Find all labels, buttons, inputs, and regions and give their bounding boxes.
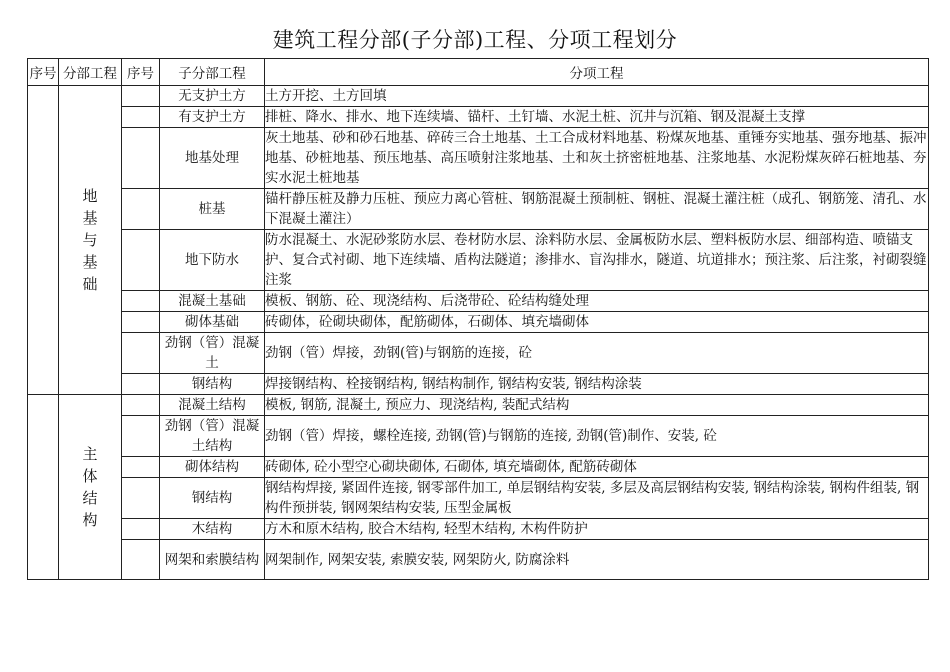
table-row <box>28 312 929 333</box>
items-cell: 土方开挖、土方回填 <box>265 86 929 107</box>
table-row <box>28 519 929 540</box>
seq-cell <box>122 374 160 395</box>
subdivision-cell: 网架和索膜结构 <box>160 540 265 580</box>
table-row <box>28 128 929 189</box>
items-cell: 砖砌体，砼砌块砌体，配筋砌体，石砌体、填充墙砌体 <box>265 312 929 333</box>
seq-cell <box>122 291 160 312</box>
header-items: 分项工程 <box>265 59 929 86</box>
items-cell: 方木和原木结构, 胶合木结构, 轻型木结构, 木构件防护 <box>265 519 929 540</box>
items-cell: 劲钢（管）焊接，螺栓连接, 劲钢(管)与钢筋的连接, 劲钢(管)制作、安装, 砼 <box>265 416 929 457</box>
seq-cell <box>122 478 160 519</box>
table-row <box>28 230 929 291</box>
seq-cell <box>122 416 160 457</box>
seq-cell <box>122 189 160 230</box>
table-row <box>28 86 929 107</box>
seq-cell <box>122 333 160 374</box>
table-row <box>28 540 929 580</box>
header-seq-1: 序号 <box>28 59 59 86</box>
items-cell: 劲钢（管）焊接，劲钢(管)与钢筋的连接，砼 <box>265 333 929 374</box>
items-cell: 防水混凝土、水泥砂浆防水层、卷材防水层、涂料防水层、金属板防水层、塑料板防水层、细部构造、喷锚支护、复合式衬砌、地下连续墙、盾构法隧道；渗排水、盲沟排水，隧道、坑道排水；预注浆、后注浆，衬砌裂缝注浆 <box>265 230 929 291</box>
items-cell: 焊接钢结构、栓接钢结构, 钢结构制作, 钢结构安装, 钢结构涂装 <box>265 374 929 395</box>
items-cell: 钢结构焊接, 紧固件连接, 钢零部件加工, 单层钢结构安装, 多层及高层钢结构安装, 钢结构涂装, 钢构件组装, 钢构件预拼装, 钢网架结构安装, 压型金属板 <box>265 478 929 519</box>
seq-cell <box>122 107 160 128</box>
table-header-row <box>28 59 929 86</box>
subdivision-cell: 砌体基础 <box>160 312 265 333</box>
table-row <box>28 291 929 312</box>
items-cell: 灰土地基、砂和砂石地基、碎砖三合土地基、土工合成材料地基、粉煤灰地基、重锤夯实地基、强夯地基、振冲地基、砂桩地基、预压地基、高压喷射注浆地基、土和灰土挤密桩地基、注浆地基、水泥粉煤灰碎石桩地基、夯实水泥土桩地基 <box>265 128 929 189</box>
subdivision-cell: 劲钢（管）混凝土结构 <box>160 416 265 457</box>
subdivision-cell: 钢结构 <box>160 374 265 395</box>
subdivision-cell: 地下防水 <box>160 230 265 291</box>
table-row <box>28 374 929 395</box>
seq-cell <box>122 457 160 478</box>
division-label: 地 基 与 基 础 <box>82 187 98 293</box>
header-seq-2: 序号 <box>122 59 160 86</box>
table-row <box>28 478 929 519</box>
division-table <box>27 58 929 580</box>
table-row <box>28 395 929 416</box>
seq-cell <box>122 86 160 107</box>
seq-cell <box>122 519 160 540</box>
seq-cell <box>122 128 160 189</box>
subdivision-cell: 混凝土结构 <box>160 395 265 416</box>
table-row <box>28 457 929 478</box>
table-row <box>28 416 929 457</box>
subdivision-cell: 无支护土方 <box>160 86 265 107</box>
subdivision-cell: 有支护土方 <box>160 107 265 128</box>
header-division: 分部工程 <box>59 59 122 86</box>
header-subdivision: 子分部工程 <box>160 59 265 86</box>
subdivision-cell: 地基处理 <box>160 128 265 189</box>
subdivision-cell: 木结构 <box>160 519 265 540</box>
seq-cell <box>122 312 160 333</box>
table-row <box>28 333 929 374</box>
seq-cell <box>122 540 160 580</box>
seq-cell <box>28 86 59 395</box>
division-label: 主 体 结 构 <box>82 445 98 529</box>
division-cell-foundation <box>59 86 122 395</box>
items-cell: 模板、钢筋、砼、现浇结构、后浇带砼、砼结构缝处理 <box>265 291 929 312</box>
seq-cell <box>122 395 160 416</box>
items-cell: 锚杆静压桩及静力压桩、预应力离心管桩、钢筋混凝土预制桩、钢桩、混凝土灌注桩（成孔、钢筋笼、清孔、水下混凝土灌注） <box>265 189 929 230</box>
document-title: 建筑工程分部(子分部)工程、分项工程划分 <box>272 28 678 52</box>
subdivision-cell: 砌体结构 <box>160 457 265 478</box>
subdivision-cell: 桩基 <box>160 189 265 230</box>
subdivision-cell: 劲钢（管）混凝土 <box>160 333 265 374</box>
items-cell: 模板, 钢筋, 混凝土, 预应力、现浇结构, 装配式结构 <box>265 395 929 416</box>
subdivision-cell: 钢结构 <box>160 478 265 519</box>
subdivision-cell: 混凝土基础 <box>160 291 265 312</box>
items-cell: 砖砌体, 砼小型空心砌块砌体, 石砌体, 填充墙砌体, 配筋砖砌体 <box>265 457 929 478</box>
items-cell: 排桩、降水、排水、地下连续墙、锚杆、土钉墙、水泥土桩、沉井与沉箱、钢及混凝土支撑 <box>265 107 929 128</box>
items-cell: 网架制作, 网架安装, 索膜安装, 网架防火, 防腐涂料 <box>265 540 929 580</box>
table-row <box>28 189 929 230</box>
seq-cell <box>28 395 59 580</box>
table-row <box>28 107 929 128</box>
division-cell-main-structure <box>59 395 122 580</box>
seq-cell <box>122 230 160 291</box>
